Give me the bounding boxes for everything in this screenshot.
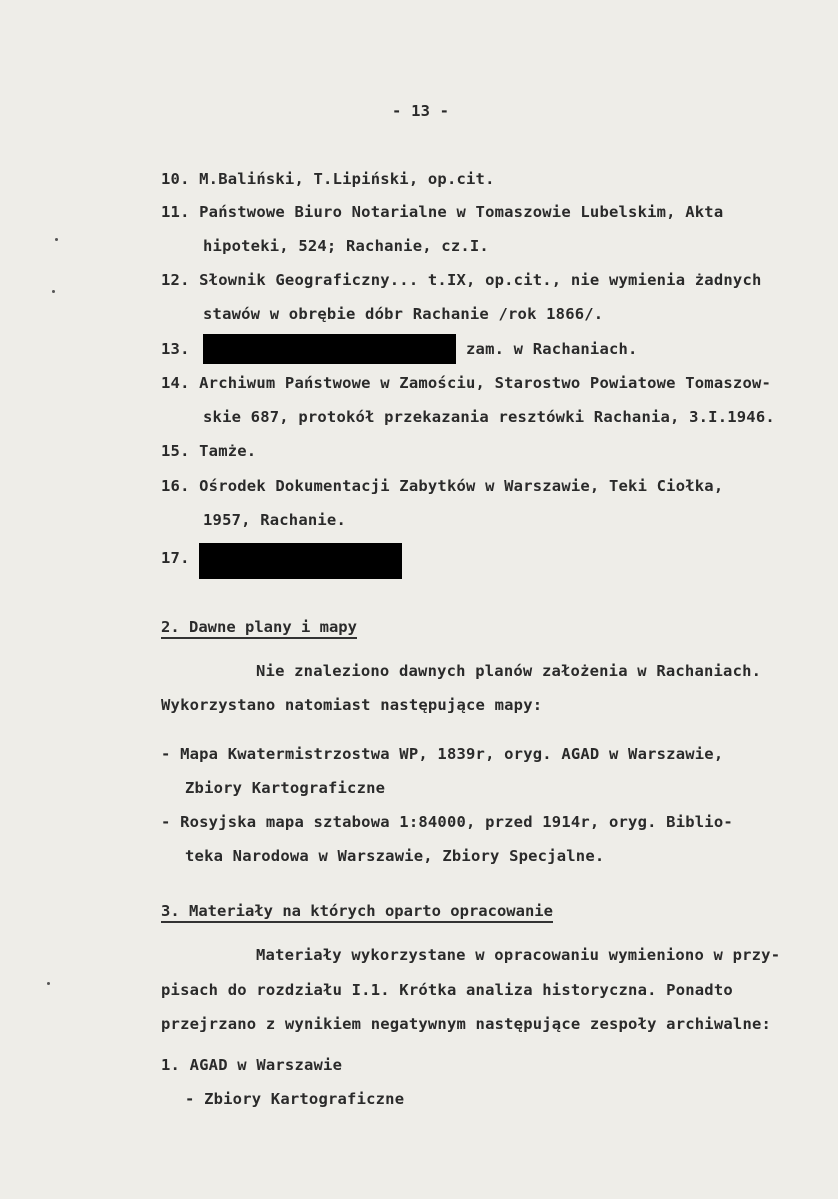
footnote-12-line2: stawów w obrębie dóbr Rachanie /rok 1866/. [203,305,604,323]
section-2-heading: 2. Dawne plany i mapy [161,618,357,639]
paper-speck [55,238,58,241]
footnote-14-line2: skie 687, protokół przekazania resztówki Rachania, 3.I.1946. [203,408,775,426]
redaction-box [199,543,402,579]
section-3-paragraph-line1: Materiały wykorzystane w opracowaniu wymieniono w przy- [256,946,781,964]
paper-speck [47,982,50,985]
section-3-paragraph-line2: pisach do rozdziału I.1. Krótka analiza historyczna. Ponadto [161,981,733,999]
section-3-heading: 3. Materiały na których oparto opracowanie [161,902,553,923]
section-3-paragraph-line3: przejrzano z wynikiem negatywnym następujące zespoły archiwalne: [161,1015,772,1033]
archive-item-1: 1. AGAD w Warszawie [161,1056,343,1074]
section-2-paragraph-line2: Wykorzystano natomiast następujące mapy: [161,696,543,714]
footnote-11-line1: 11. Państwowe Biuro Notarialne w Tomaszowie Lubelskim, Akta [161,203,724,221]
map-item-2-line2: teka Narodowa w Warszawie, Zbiory Specjalne. [185,847,605,865]
footnote-14-line1: 14. Archiwum Państwowe w Zamościu, Starostwo Powiatowe Tomaszow- [161,374,772,392]
page-number: - 13 - [392,102,450,120]
section-2-paragraph-line1: Nie znaleziono dawnych planów założenia w Rachaniach. [256,662,762,680]
footnote-12-line1: 12. Słownik Geograficzny... t.IX, op.cit., nie wymienia żadnych [161,271,762,289]
footnote-16-line1: 16. Ośrodek Dokumentacji Zabytków w Warszawie, Teki Ciołka, [161,477,724,495]
footnote-16-line2: 1957, Rachanie. [203,511,346,529]
footnote-15: 15. Tamże. [161,442,257,460]
redaction-box [203,334,456,364]
archive-subitem-1: - Zbiory Kartograficzne [185,1090,405,1108]
map-item-1-line2: Zbiory Kartograficzne [185,779,386,797]
footnote-11-line2: hipoteki, 524; Rachanie, cz.I. [203,237,489,255]
footnote-13-text: zam. w Rachaniach. [466,340,638,358]
paper-speck [52,290,55,293]
footnote-13-number: 13. [161,340,190,358]
footnote-10: 10. M.Baliński, T.Lipiński, op.cit. [161,170,495,188]
map-item-1-line1: - Mapa Kwatermistrzostwa WP, 1839r, oryg. AGAD w Warszawie, [161,745,724,763]
footnote-17-number: 17. [161,549,190,567]
map-item-2-line1: - Rosyjska mapa sztabowa 1:84000, przed 1914r, oryg. Biblio- [161,813,733,831]
